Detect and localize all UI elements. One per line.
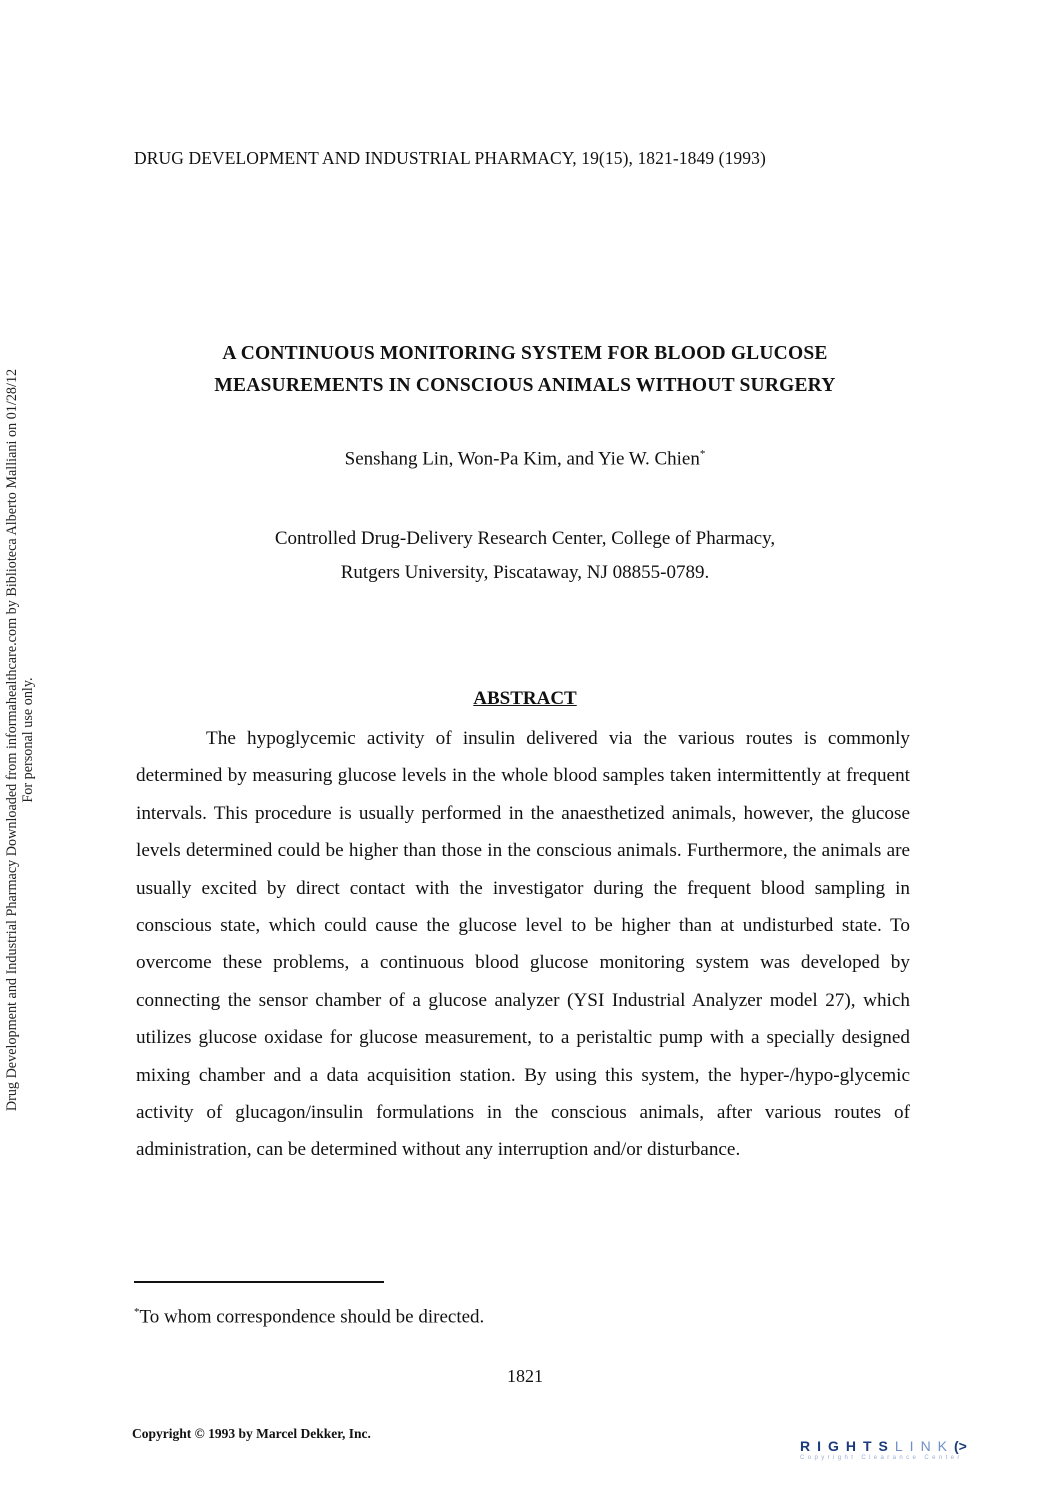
- logo-subtitle: Copyright Clearance Center: [800, 1455, 963, 1461]
- affiliation-line1: Controlled Drug-Delivery Research Center, College of Pharmacy,: [274, 528, 776, 549]
- footnote-text: To whom correspondence should be directed.: [139, 1306, 485, 1328]
- journal-citation: DRUG DEVELOPMENT AND INDUSTRIAL PHARMACY, 19(15), 1821-1849 (1993): [134, 148, 766, 168]
- title-line2: MEASUREMENTS IN CONSCIOUS ANIMALS WITHOUT SURGERY: [214, 375, 836, 396]
- copyright-notice: Copyright © 1993 by Marcel Dekker, Inc.: [132, 1426, 371, 1441]
- page-number: 1821: [507, 1366, 543, 1386]
- author-list: [140, 448, 910, 470]
- abstract-heading: ABSTRACT: [473, 688, 577, 709]
- corresponding-marker: *: [699, 448, 706, 460]
- download-notice: [0, 0, 60, 1500]
- download-notice-line1: Drug Development and Industrial Pharmacy Downloaded from informahealthcare.com by Biblioteca Alberto Malliani on 01/28/12: [4, 368, 20, 1112]
- footnote: [134, 1306, 484, 1328]
- footnote-marker: *: [134, 1306, 140, 1318]
- abstract-text: The hypoglycemic activity of insulin delivered via the various routes is commonly determined by measuring glucose levels in the whole blood samples taken intermittently at frequent intervals. This procedure is usually performed in the anaesthetized animals, however, the glucose levels determined could be higher than those in the conscious animals. Furthermore, the animals are usually excited by direct contact with the investigator during the frequent blood sampling in conscious state, which could cause the glucose level to be higher than at undisturbed state. To overcome these problems, a continuous blood glucose monitoring system was developed by connecting the sensor chamber of a glucose analyzer (YSI Industrial Analyzer model 27), which utilizes glucose oxidase for glucose measurement, to a peristaltic pump with a specially designed mixing chamber and a data acquisition station. By using this system, the hyper-/hypo-glycemic activity of glucagon/insulin formulations in the conscious animals, after various routes of administration, can be determined without any interruption and/or disturbance.: [136, 728, 910, 1161]
- title-line1: A CONTINUOUS MONITORING SYSTEM FOR BLOOD GLUCOSE: [222, 343, 828, 364]
- article-title: [140, 338, 910, 402]
- author-names: Senshang Lin, Won-Pa Kim, and Yie W. Chien: [344, 448, 700, 470]
- rightslink-logo: [800, 1438, 1030, 1474]
- footnote-rule: [134, 1281, 384, 1283]
- logo-arrow-icon: (>: [954, 1438, 967, 1454]
- logo-text-strong: RIGHTS: [800, 1438, 895, 1454]
- logo-text-light: LINK: [894, 1438, 955, 1454]
- download-notice-line2: For personal use only.: [20, 677, 36, 803]
- affiliation: [140, 522, 910, 590]
- affiliation-line2: Rutgers University, Piscataway, NJ 08855-0789.: [340, 562, 710, 583]
